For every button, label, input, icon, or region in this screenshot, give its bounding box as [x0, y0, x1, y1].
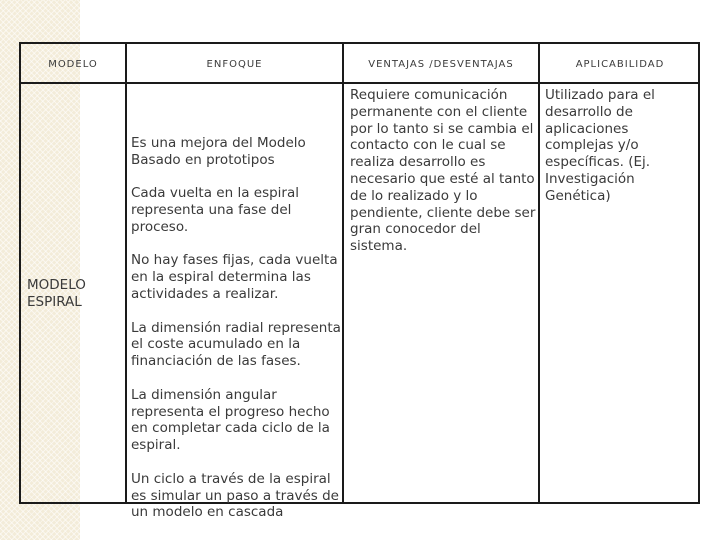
header-aplicabilidad: APLICABILIDAD	[575, 58, 665, 70]
column-divider	[342, 44, 344, 502]
enfoque-line: Cada vuelta en la espiral representa una fase del proceso.	[131, 185, 299, 235]
header-modelo: MODELO	[48, 58, 98, 70]
column-divider	[125, 44, 127, 502]
enfoque-line: Es una mejora del Modelo Basado en prototipos	[131, 134, 306, 168]
comparison-table	[19, 42, 700, 521]
header-ventajas: VENTAJAS /DESVENTAJAS	[368, 58, 514, 70]
cell-aplicabilidad: Utilizado para el desarrollo de aplicaciones complejas y/o específicas. (Ej. Investigación Genética)	[545, 87, 655, 204]
enfoque-line: La dimensión radial representa el coste acumulado en la financiación de las fases.	[131, 319, 341, 370]
enfoque-line: No hay fases fijas, cada vuelta en la espiral determina las actividades a realizar.	[131, 252, 338, 302]
enfoque-line: Un ciclo a través de la espiral es simular un paso a través de un modelo en cascada	[131, 470, 339, 521]
cell-modelo: MODELO ESPIRAL	[27, 277, 86, 310]
enfoque-line: La dimensión angular representa el progreso hecho en completar cada ciclo de la espiral.	[131, 386, 330, 454]
column-divider	[538, 44, 540, 502]
header-enfoque: ENFOQUE	[206, 58, 263, 70]
cell-ventajas: Requiere comunicación permanente con el cliente por lo tanto si se cambia el contacto con le cual se realiza desarrollo es necesario que esté al tanto de lo realizado y lo pendiente, cliente debe ser gran conocedor del sistema.	[350, 87, 536, 255]
cell-enfoque	[131, 118, 341, 538]
